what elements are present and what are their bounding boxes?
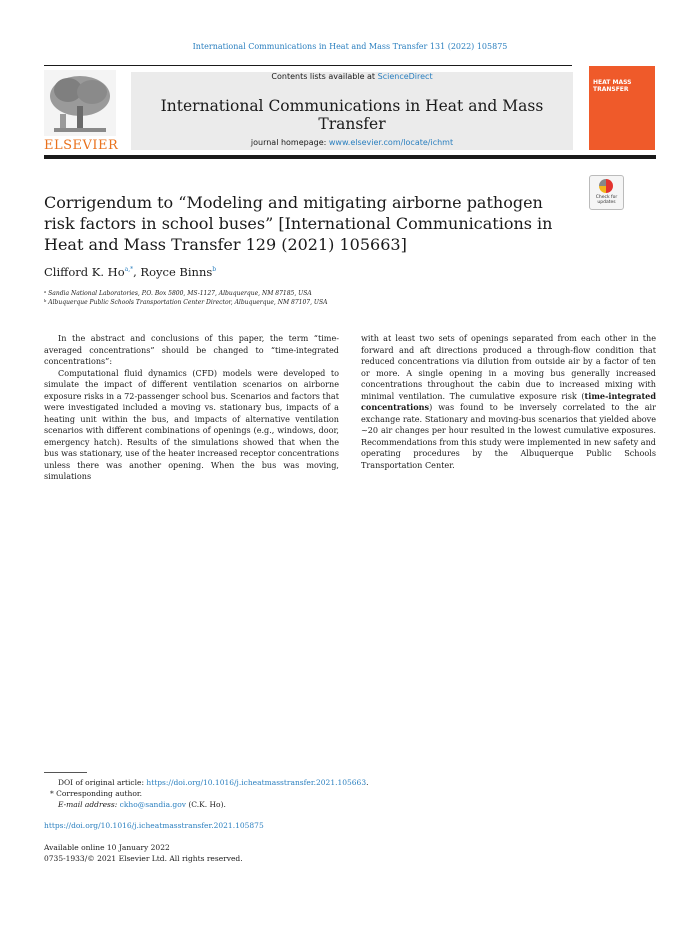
affiliation-a: ᵃ Sandia National Laboratories, P.O. Box 5800, MS-1127, Albuquerque, NM 87185, USA (44, 290, 312, 297)
author-separator: , (133, 265, 141, 279)
publisher-logo-text: ELSEVIER (44, 138, 119, 153)
footnote-doi-original (58, 778, 369, 787)
footnote-rule (44, 772, 87, 773)
homepage-prefix: journal homepage: (250, 138, 329, 147)
text-run: with at least two sets of openings separated from each other in the forward and aft directions produced a through-flow condition that reduced concentrations via dilution from outside air by a factor of ten or more. A single opening in a moving bus generally increased concentrations throughout the cabin due to increased mixing with minimal ventilation. The cumulative exposure risk ( (361, 333, 656, 401)
email-label: E-mail address: (58, 800, 120, 809)
copyright-line: 0735-1933/© 2021 Elsevier Ltd. All rights reserved. (44, 854, 243, 863)
author-affil-marker[interactable]: a,* (124, 266, 134, 274)
header-thick-rule (44, 155, 656, 159)
original-doi-link[interactable]: https://doi.org/10.1016/j.icheatmasstransfer.2021.105663 (146, 778, 367, 787)
author-name[interactable]: Royce Binns (140, 265, 213, 279)
journal-cover[interactable] (589, 66, 655, 150)
footnote-doi-prefix: DOI of original article: (58, 778, 147, 787)
author-list (44, 265, 216, 279)
header-rule (44, 65, 572, 66)
article-title: Corrigendum to “Modeling and mitigating airborne pathogen risk factors in school buses” [International Communications in Heat and Mass Transfer 129 (2021) 105663] (44, 193, 553, 254)
text-run: ) was found to be inversely correlated to the air exchange rate. Stationary and moving-bus scenarios that yielded above ~20 air changes per hour resulted in the lowest cumulative exposures. Recommendations from this study were implemented in new safety and operating procedures by the Albuquerque Public Schools Transportation Center. (361, 402, 656, 470)
email-suffix: (C.K. Ho). (185, 800, 226, 809)
contents-line (131, 72, 573, 81)
email-link[interactable]: ckho@sandia.gov (119, 800, 186, 809)
sciencedirect-link[interactable]: ScienceDirect (377, 72, 433, 81)
body-paragraph (361, 333, 656, 471)
article-doi-link[interactable]: https://doi.org/10.1016/j.icheatmasstransfer.2021.105875 (44, 821, 264, 830)
footnote-doi-suffix: . (366, 778, 369, 787)
body-paragraph: Computational fluid dynamics (CFD) models were developed to simulate the impact of different ventilation scenarios on airborne exposure risks in a 72-passenger school bus. Scenarios and factors that were investigated included a moving vs. stationary bus, impacts of a heating unit within the bus, and impacts of alternative ventilation scenarios with different combinations of openings (e.g., windows, door, emergency hatch). Results of the simulations showed that when the bus was stationary, use of the heater increased receptor concentrations unless there was another opening. When the bus was moving, simulations (44, 367, 339, 481)
body-paragraph: In the abstract and conclusions of this paper, the term “time-averaged concentrations” should be changed to “time-integrated concentrations”: (44, 333, 339, 366)
footnote-corresponding: * Corresponding author. (50, 789, 143, 798)
footnote-email (58, 800, 226, 809)
bold-term: time-integrated concentrations (361, 390, 656, 412)
cover-title: HEAT MASS TRANSFER (593, 79, 632, 93)
author-name[interactable]: Clifford K. Ho (44, 265, 125, 279)
affiliation-b: ᵇ Albuquerque Public Schools Transportation Center Director, Albuquerque, NM 87107, USA (44, 299, 328, 306)
body-column-right (361, 333, 656, 471)
homepage-link[interactable]: www.elsevier.com/locate/ichmt (328, 138, 454, 147)
author-affil-marker[interactable]: b (212, 266, 217, 274)
available-online: Available online 10 January 2022 (44, 843, 170, 852)
body-column-left (44, 333, 339, 483)
journal-citation[interactable]: International Communications in Heat and Mass Transfer 131 (2022) 105875 (192, 42, 508, 51)
contents-prefix: Contents lists available at (271, 72, 378, 81)
check-for-updates-badge[interactable] (589, 175, 624, 210)
check-updates-label: Check for updates (595, 195, 618, 205)
journal-title: International Communications in Heat and Mass Transfer (160, 97, 544, 133)
check-updates-icon (599, 179, 613, 193)
homepage-line (131, 138, 573, 147)
